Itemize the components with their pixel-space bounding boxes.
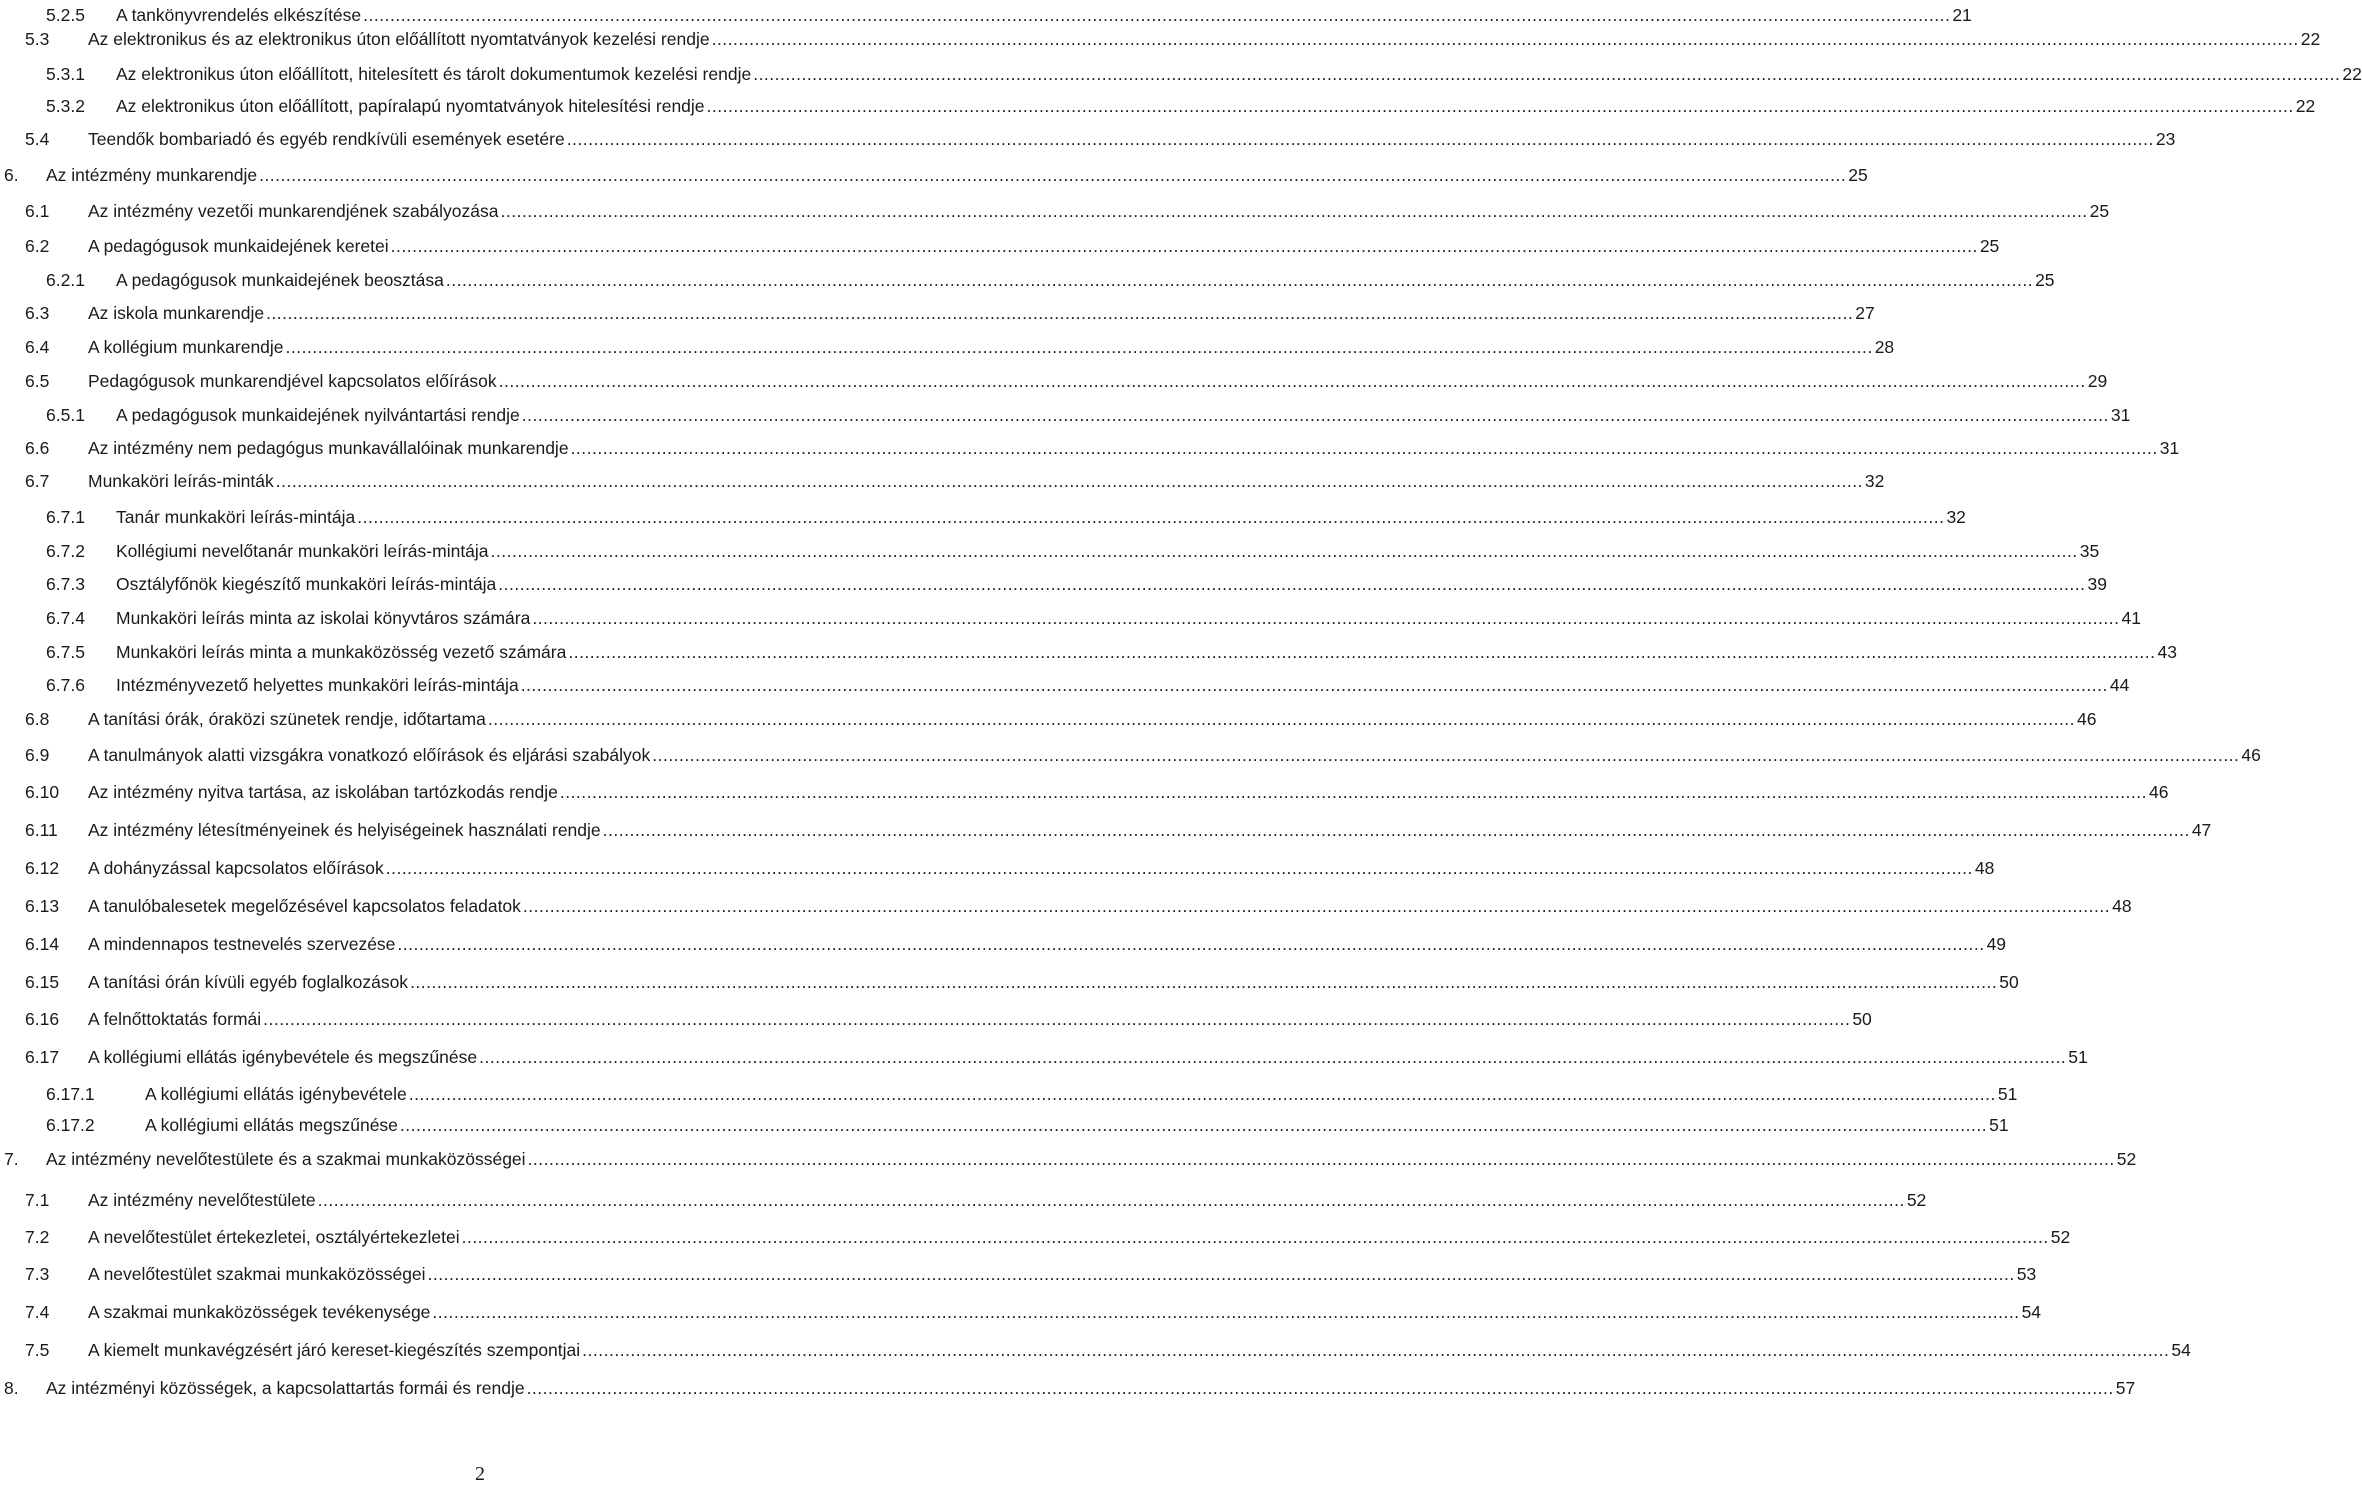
toc-entry[interactable] xyxy=(25,704,2097,730)
toc-entry-title: A szakmai munkaközösségek tevékenysége xyxy=(88,1302,431,1322)
toc-entry-number: 5.4 xyxy=(25,129,50,149)
toc-entry-title: Az elektronikus úton előállított, hitelesített és tárolt dokumentumok kezelési rendje xyxy=(116,64,752,84)
toc-entry-title: Munkaköri leírás minta az iskolai könyvtáros számára xyxy=(116,608,531,628)
toc-entry-number: 6.3 xyxy=(25,303,50,323)
toc-dot-leader xyxy=(521,674,2108,696)
toc-entry-title: A felnőttoktatás formái xyxy=(88,1009,262,1029)
toc-entry[interactable] xyxy=(25,740,2261,766)
toc-entry-title: Kollégiumi nevelőtanár munkaköri leírás-mintája xyxy=(116,541,489,561)
toc-dot-leader xyxy=(259,164,1846,186)
toc-entry-title: Az intézményi közösségek, a kapcsolattartás formái és rendje xyxy=(46,1378,525,1398)
toc-entry-title: A mindennapos testnevelés szervezése xyxy=(88,934,396,954)
toc-dot-leader xyxy=(712,28,2299,50)
toc-entry-number: 6.2 xyxy=(25,236,50,256)
toc-entry[interactable] xyxy=(46,59,2362,85)
toc-entry-page: 25 xyxy=(2089,201,2110,221)
toc-entry-page: 57 xyxy=(2115,1378,2136,1398)
toc-entry-title: A nevelőtestület értekezletei, osztályértekezletei xyxy=(88,1227,460,1247)
toc-entry[interactable] xyxy=(46,1079,2018,1105)
toc-dot-leader xyxy=(560,781,2147,803)
toc-entry[interactable] xyxy=(46,670,2130,696)
toc-entry-title: Pedagógusok munkarendjével kapcsolatos előírások xyxy=(88,371,497,391)
toc-entry[interactable] xyxy=(46,400,2131,426)
toc-dot-leader xyxy=(582,1339,2169,1361)
toc-entry-title: A pedagógusok munkaidejének nyilvántartási rendje xyxy=(116,405,520,425)
toc-dot-leader xyxy=(652,744,2239,766)
toc-dot-leader xyxy=(479,1046,2066,1068)
toc-entry-title: Az intézmény vezetői munkarendjének szabályozása xyxy=(88,201,499,221)
toc-entry-number: 6.7 xyxy=(25,471,50,491)
toc-entry-number: 6.13 xyxy=(25,896,60,916)
toc-entry-title: A tanulmányok alatti vizsgákra vonatkozó előírások és eljárási szabályok xyxy=(88,745,651,765)
toc-dot-leader xyxy=(523,895,2110,917)
toc-entry-title: A tanítási órák, óraközi szünetek rendje, időtartama xyxy=(88,709,486,729)
toc-entry[interactable] xyxy=(46,603,2141,629)
toc-entry-title: A kollégiumi ellátás igénybevétele xyxy=(145,1084,407,1104)
toc-entry-number: 7.4 xyxy=(25,1302,50,1322)
toc-entry-number: 6.7.4 xyxy=(46,608,85,628)
toc-entry[interactable] xyxy=(4,1144,2137,1170)
toc-entry[interactable] xyxy=(25,1222,2071,1248)
toc-entry-number: 8. xyxy=(4,1378,19,1398)
toc-entry-page: 32 xyxy=(1864,471,1885,491)
toc-entry-page: 35 xyxy=(2079,541,2100,561)
toc-entry[interactable] xyxy=(46,637,2177,663)
toc-entry-page: 39 xyxy=(2087,574,2107,594)
toc-entry-page: 46 xyxy=(2241,745,2261,765)
toc-entry[interactable] xyxy=(25,1259,2037,1285)
toc-entry-title: Az intézmény nem pedagógus munkavállalóinak munkarendje xyxy=(88,438,569,458)
toc-entry-page: 54 xyxy=(2021,1302,2042,1322)
toc-entry-page: 47 xyxy=(2191,820,2212,840)
toc-dot-leader xyxy=(386,857,1973,879)
toc-entry-number: 6.14 xyxy=(25,934,60,954)
toc-entry-page: 32 xyxy=(1946,507,1966,527)
toc-entry-number: 6.7.3 xyxy=(46,574,85,594)
toc-dot-leader xyxy=(462,1226,2049,1248)
toc-entry-page: 51 xyxy=(2068,1047,2088,1067)
toc-dot-leader xyxy=(491,540,2078,562)
toc-entry[interactable] xyxy=(25,1335,2191,1361)
toc-dot-leader xyxy=(432,1301,2019,1323)
toc-entry-number: 7.3 xyxy=(25,1264,50,1284)
toc-entry[interactable] xyxy=(25,929,2007,955)
toc-entry-page: 29 xyxy=(2087,371,2108,391)
toc-entry-page: 23 xyxy=(2155,129,2176,149)
toc-dot-leader xyxy=(318,1189,1905,1211)
toc-entry-title: Az intézmény munkarendje xyxy=(46,165,258,185)
toc-entry-number: 6.7.1 xyxy=(46,507,85,527)
toc-entry[interactable] xyxy=(25,366,2108,392)
toc-entry-title: Tanár munkaköri leírás-mintája xyxy=(116,507,356,527)
toc-entry[interactable] xyxy=(25,1004,1872,1030)
toc-entry-number: 6.6 xyxy=(25,438,50,458)
toc-entry[interactable] xyxy=(25,332,1895,358)
toc-entry-number: 6.16 xyxy=(25,1009,60,1029)
toc-entry-number: 6.5 xyxy=(25,371,50,391)
toc-dot-leader xyxy=(568,641,2155,663)
toc-entry-page: 21 xyxy=(1952,5,1972,25)
toc-entry-number: 6.10 xyxy=(25,782,60,802)
toc-dot-leader xyxy=(499,370,2086,392)
toc-entry-title: Munkaköri leírás minta a munkaközösség vezető számára xyxy=(116,642,567,662)
toc-entry-number: 6.15 xyxy=(25,972,60,992)
toc-entry-page: 22 xyxy=(2300,29,2321,49)
toc-dot-leader xyxy=(707,95,2294,117)
toc-entry[interactable] xyxy=(25,815,2212,841)
toc-entry-page: 48 xyxy=(1974,858,1995,878)
toc-entry-title: A pedagógusok munkaidejének keretei xyxy=(88,236,389,256)
toc-entry-page: 27 xyxy=(1855,303,1875,323)
toc-entry-number: 6.7.2 xyxy=(46,541,85,561)
toc-dot-leader xyxy=(357,506,1944,528)
toc-dot-leader xyxy=(532,607,2119,629)
toc-entry-number: 5.3.1 xyxy=(46,64,85,84)
toc-entry[interactable] xyxy=(46,536,2100,562)
toc-entry-title: A tanítási órán kívüli egyéb foglalkozások xyxy=(88,972,409,992)
toc-dot-leader xyxy=(528,1148,2115,1170)
toc-dot-leader xyxy=(603,819,2190,841)
toc-entry-number: 6.8 xyxy=(25,709,50,729)
toc-entry-page: 43 xyxy=(2157,642,2177,662)
toc-entry-number: 6.17.2 xyxy=(46,1115,95,1135)
toc-entry-page: 50 xyxy=(1999,972,2019,992)
toc-entry-page: 44 xyxy=(2109,675,2130,695)
toc-entry-page: 48 xyxy=(2112,896,2132,916)
toc-entry-number: 5.3 xyxy=(25,29,50,49)
toc-entry-page: 25 xyxy=(1979,236,2000,256)
toc-entry-title: Az iskola munkarendje xyxy=(88,303,265,323)
toc-dot-leader xyxy=(391,235,1978,257)
toc-entry-page: 46 xyxy=(2077,709,2097,729)
toc-entry[interactable] xyxy=(25,967,2019,993)
toc-entry-title: A tanulóbalesetek megelőzésével kapcsolatos feladatok xyxy=(88,896,521,916)
toc-entry-page: 49 xyxy=(1986,934,2007,954)
toc-entry-page: 25 xyxy=(2035,270,2055,290)
toc-dot-leader xyxy=(363,4,1950,26)
toc-entry-page: 41 xyxy=(2121,608,2141,628)
toc-entry-number: 6.9 xyxy=(25,745,50,765)
toc-entry-number: 6.11 xyxy=(25,820,58,840)
toc-entry[interactable] xyxy=(4,160,1868,186)
toc-dot-leader xyxy=(446,269,2033,291)
toc-dot-leader xyxy=(276,470,1863,492)
toc-dot-leader xyxy=(527,1377,2114,1399)
toc-entry-number: 6.17 xyxy=(25,1047,60,1067)
toc-entry-number: 7. xyxy=(4,1149,19,1169)
toc-entry-title: Munkaköri leírás-minták xyxy=(88,471,274,491)
toc-entry-title: A kollégiumi ellátás megszűnése xyxy=(145,1115,398,1135)
toc-entry-title: A kollégium munkarendje xyxy=(88,337,284,357)
toc-entry-page: 31 xyxy=(2110,405,2131,425)
toc-entry-number: 7.1 xyxy=(25,1190,50,1210)
toc-entry[interactable] xyxy=(46,502,1966,528)
toc-entry-page: 53 xyxy=(2016,1264,2037,1284)
toc-entry[interactable] xyxy=(25,1042,2088,1068)
toc-dot-leader xyxy=(410,971,1997,993)
toc-entry-title: A kiemelt munkavégzésért járó kereset-kiegészítés szempontjai xyxy=(88,1340,581,1360)
toc-entry[interactable] xyxy=(46,265,2055,291)
toc-entry[interactable] xyxy=(25,433,2180,459)
toc-dot-leader xyxy=(409,1083,1996,1105)
toc-entry-title: Az intézmény nyitva tartása, az iskolában tartózkodás rendje xyxy=(88,782,558,802)
toc-entry[interactable] xyxy=(25,1297,2042,1323)
toc-dot-leader xyxy=(400,1114,1987,1136)
toc-entry-number: 5.3.2 xyxy=(46,96,85,116)
toc-entry-page: 52 xyxy=(1906,1190,1927,1210)
toc-entry-page: 31 xyxy=(2159,438,2180,458)
toc-dot-leader xyxy=(286,336,1873,358)
toc-entry-title: Osztályfőnök kiegészítő munkaköri leírás-mintája xyxy=(116,574,497,594)
toc-entry-title: Az elektronikus úton előállított, papíralapú nyomtatványok hitelesítési rendje xyxy=(116,96,705,116)
toc-entry-title: Teendők bombariadó és egyéb rendkívüli események esetére xyxy=(88,129,565,149)
toc-entry-page: 52 xyxy=(2116,1149,2137,1169)
toc-dot-leader xyxy=(522,404,2109,426)
toc-entry[interactable] xyxy=(25,231,2000,257)
toc-entry-page: 50 xyxy=(1852,1009,1872,1029)
toc-entry-number: 6.7.6 xyxy=(46,675,85,695)
toc-dot-leader xyxy=(567,128,2154,150)
toc-entry-number: 6.4 xyxy=(25,337,50,357)
toc-entry-title: Az elektronikus és az elektronikus úton előállított nyomtatványok kezelési rendje xyxy=(88,29,710,49)
toc-entry-title: A nevelőtestület szakmai munkaközösségei xyxy=(88,1264,426,1284)
toc-dot-leader xyxy=(263,1008,1850,1030)
toc-entry[interactable] xyxy=(46,0,1972,26)
toc-entry-page: 52 xyxy=(2050,1227,2071,1247)
toc-entry[interactable] xyxy=(25,24,2321,50)
toc-entry-number: 6.5.1 xyxy=(46,405,85,425)
toc-entry-title: A dohányzással kapcsolatos előírások xyxy=(88,858,384,878)
toc-entry-number: 6.7.5 xyxy=(46,642,85,662)
toc-entry-title: A kollégiumi ellátás igénybevétele és megszűnése xyxy=(88,1047,478,1067)
toc-entry[interactable] xyxy=(25,1185,1927,1211)
toc-entry-title: Az intézmény létesítményeinek és helyiségeinek használati rendje xyxy=(88,820,601,840)
toc-entry-number: 5.2.5 xyxy=(46,5,85,25)
toc-entry[interactable] xyxy=(46,569,2107,595)
toc-entry-number: 6.12 xyxy=(25,858,60,878)
toc-entry-title: A tankönyvrendelés elkészítése xyxy=(116,5,362,25)
toc-dot-leader xyxy=(266,302,1853,324)
toc-entry-page: 51 xyxy=(1997,1084,2018,1104)
toc-entry-page: 22 xyxy=(2342,64,2362,84)
toc-entry-page: 54 xyxy=(2171,1340,2191,1360)
toc-dot-leader xyxy=(753,63,2340,85)
toc-entry-number: 6.17.1 xyxy=(46,1084,95,1104)
toc-entry-number: 7.5 xyxy=(25,1340,50,1360)
toc-entry-number: 6. xyxy=(4,165,19,185)
toc-entry-page: 46 xyxy=(2149,782,2169,802)
toc-entry-number: 6.1 xyxy=(25,201,50,221)
toc-dot-leader xyxy=(488,708,2075,730)
toc-entry[interactable] xyxy=(25,853,1995,879)
toc-entry-title: Az intézmény nevelőtestülete és a szakmai munkaközösségei xyxy=(46,1149,526,1169)
toc-entry-page: 25 xyxy=(1848,165,1868,185)
toc-entry[interactable] xyxy=(25,466,1885,492)
toc-entry[interactable] xyxy=(25,891,2132,917)
toc-entry-page: 28 xyxy=(1874,337,1895,357)
toc-entry-number: 6.2.1 xyxy=(46,270,85,290)
toc-dot-leader xyxy=(397,933,1984,955)
toc-entry-title: A pedagógusok munkaidejének beosztása xyxy=(116,270,444,290)
toc-entry[interactable] xyxy=(25,777,2169,803)
toc-entry-title: Intézményvezető helyettes munkaköri leírás-mintája xyxy=(116,675,519,695)
toc-entry-number: 7.2 xyxy=(25,1227,50,1247)
toc-entry-title: Az intézmény nevelőtestülete xyxy=(88,1190,316,1210)
toc-entry[interactable] xyxy=(25,124,2176,150)
toc-entry-page: 51 xyxy=(1989,1115,2009,1135)
toc-entry[interactable] xyxy=(46,1110,2009,1136)
toc-entry-page: 22 xyxy=(2295,96,2316,116)
page-number: 2 xyxy=(475,1463,485,1485)
toc-entry[interactable] xyxy=(25,298,1875,324)
toc-dot-leader xyxy=(501,200,2088,222)
toc-dot-leader xyxy=(498,573,2085,595)
toc-entry[interactable] xyxy=(4,1373,2136,1399)
toc-dot-leader xyxy=(428,1263,2015,1285)
toc-dot-leader xyxy=(571,437,2158,459)
toc-entry[interactable] xyxy=(25,196,2110,222)
toc-entry[interactable] xyxy=(46,91,2316,117)
